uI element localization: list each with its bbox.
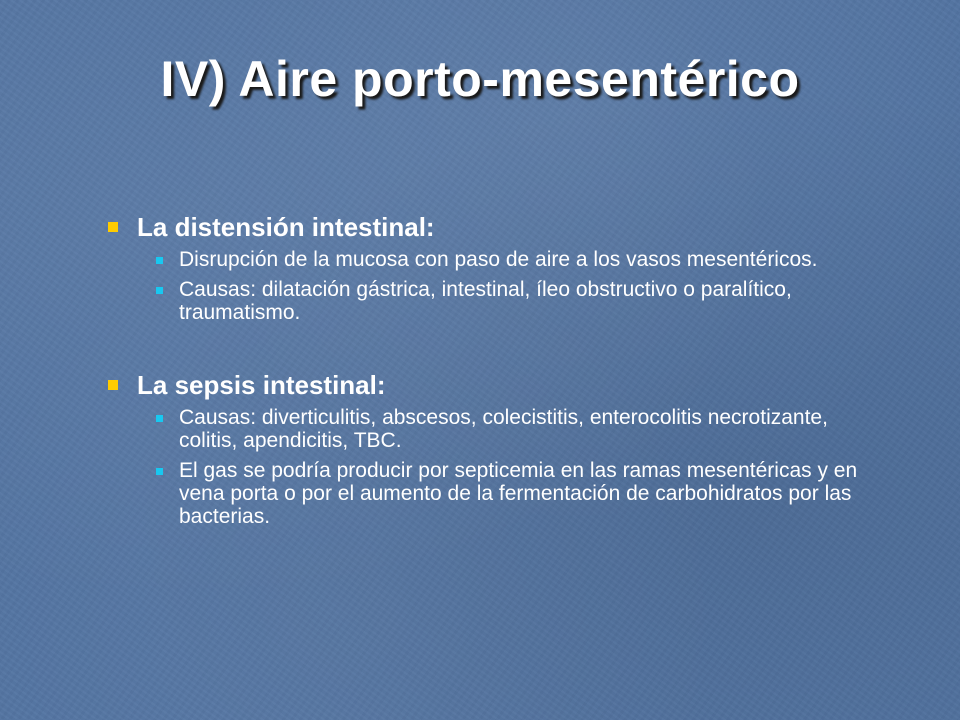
list-item-text: Disrupción de la mucosa con paso de aire a los vasos mesentéricos. (179, 248, 818, 271)
list-item (156, 459, 868, 528)
square-bullet-icon (156, 287, 163, 294)
square-bullet-icon (108, 380, 118, 390)
sub-bullet-list (108, 406, 868, 528)
square-bullet-icon (108, 222, 118, 232)
list-item (156, 406, 868, 452)
list-item (156, 278, 868, 324)
slide-content (108, 206, 868, 568)
slide-title: IV) Aire porto-mesentérico (160, 51, 800, 107)
section-heading-text: La sepsis intestinal: (137, 369, 386, 400)
list-item-text: El gas se podría producir por septicemia en las ramas mesentéricas y en vena porta o por el aumento de la fermentación de carbohidratos por las bacterias. (179, 459, 858, 528)
list-item-text: Causas: diverticulitis, abscesos, colecistitis, enterocolitis necrotizante, colitis, apendicitis, TBC. (179, 406, 828, 452)
square-bullet-icon (156, 468, 163, 475)
section-heading (108, 206, 868, 248)
square-bullet-icon (156, 415, 163, 422)
section-heading-text: La distensión intestinal: (137, 211, 435, 242)
section-sepsis (108, 364, 868, 528)
section-distension (108, 206, 868, 324)
sub-bullet-list (108, 248, 868, 324)
square-bullet-icon (156, 257, 163, 264)
list-item-text: Causas: dilatación gástrica, intestinal, íleo obstructivo o paralítico, traumatismo. (179, 278, 792, 324)
list-item (156, 248, 868, 271)
section-heading (108, 364, 868, 406)
